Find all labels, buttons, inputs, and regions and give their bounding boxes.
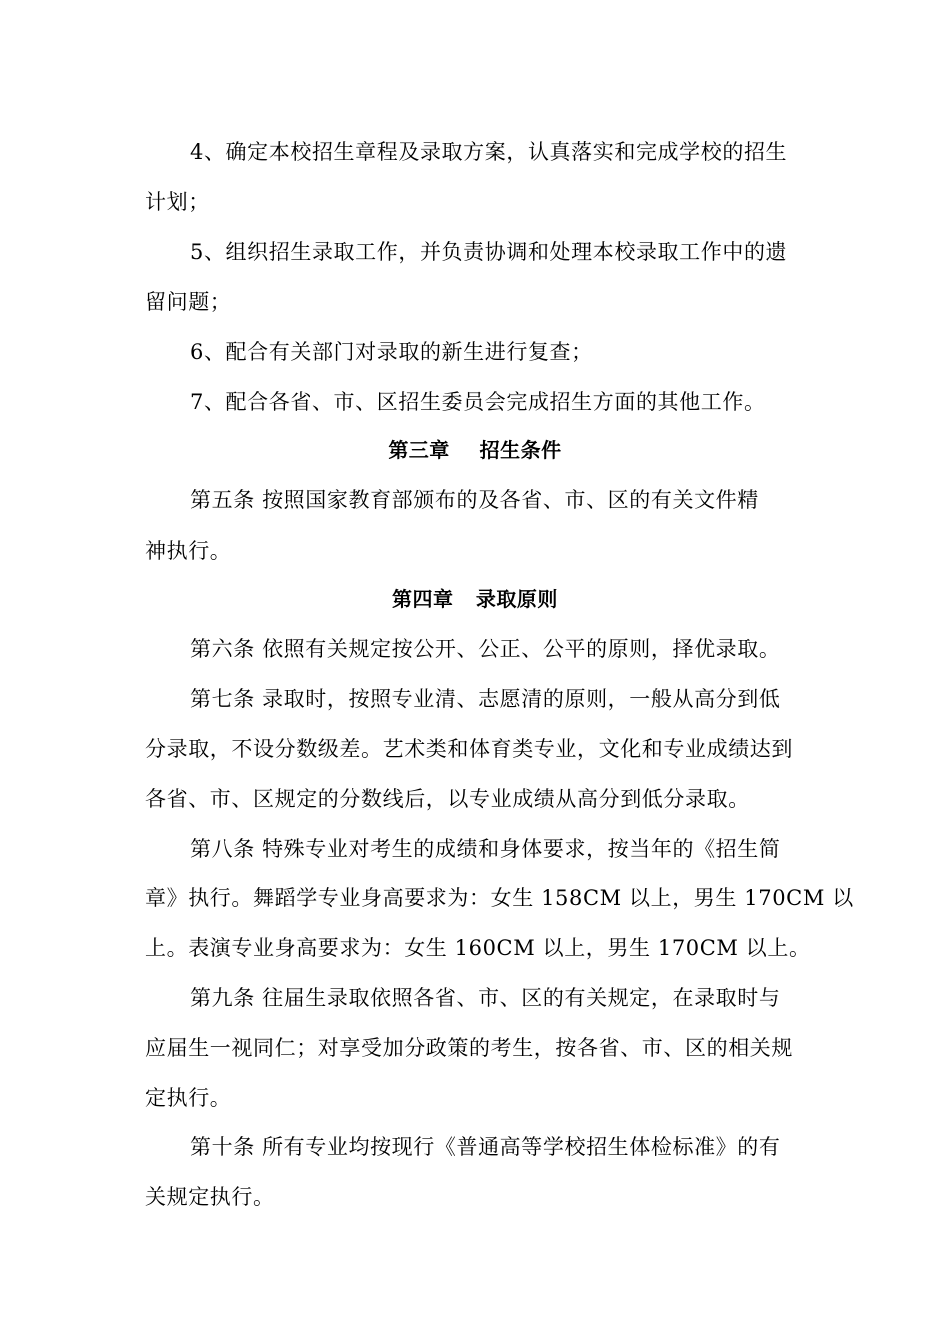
item-5-line-1: 5、组织招生录取工作，并负责协调和处理本校录取工作中的遗 [190,240,788,264]
chapter-3-heading: 第三章 招生条件 [388,438,562,462]
item-4-line-2: 计划； [145,190,210,214]
chapter-4-heading: 第四章 录取原则 [392,587,558,611]
article-9-line-1: 第九条 往届生录取依照各省、市、区的有关规定，在录取时与 [190,986,781,1010]
article-9-line-2: 应届生一视同仁；对享受加分政策的考生，按各省、市、区的相关规 [145,1036,793,1060]
article-5-line-1: 第五条 按照国家教育部颁布的及各省、市、区的有关文件精 [190,488,759,512]
item-5-line-2: 留问题； [145,290,232,314]
item-7-line: 7、配合各省、市、区招生委员会完成招生方面的其他工作。 [190,390,766,414]
item-6-line: 6、配合有关部门对录取的新生进行复查； [190,340,593,364]
article-10-line-1: 第十条 所有专业均按现行《普通高等学校招生体检标准》的有 [190,1135,781,1159]
article-8-line-1: 第八条 特殊专业对考生的成绩和身体要求，按当年的《招生简 [190,837,781,861]
article-9-line-3: 定执行。 [145,1086,232,1110]
article-10-line-2: 关规定执行。 [145,1185,275,1209]
article-5-line-2: 神执行。 [145,539,232,563]
article-7-line-3: 各省、市、区规定的分数线后，以专业成绩从高分到低分录取。 [145,787,750,811]
article-7-line-1: 第七条 录取时，按照专业清、志愿清的原则，一般从高分到低 [190,687,781,711]
article-7-line-2: 分录取，不设分数级差。艺术类和体育类专业，文化和专业成绩达到 [145,737,793,761]
item-4-line-1: 4、确定本校招生章程及录取方案，认真落实和完成学校的招生 [190,140,788,164]
article-8-line-2: 章》执行。舞蹈学专业身高要求为：女生 158CM 以上，男生 170CM 以 [145,886,854,910]
article-8-line-3: 上。表演专业身高要求为：女生 160CM 以上，男生 170CM 以上。 [145,936,811,960]
article-6-line: 第六条 依照有关规定按公开、公正、公平的原则，择优录取。 [190,637,781,661]
